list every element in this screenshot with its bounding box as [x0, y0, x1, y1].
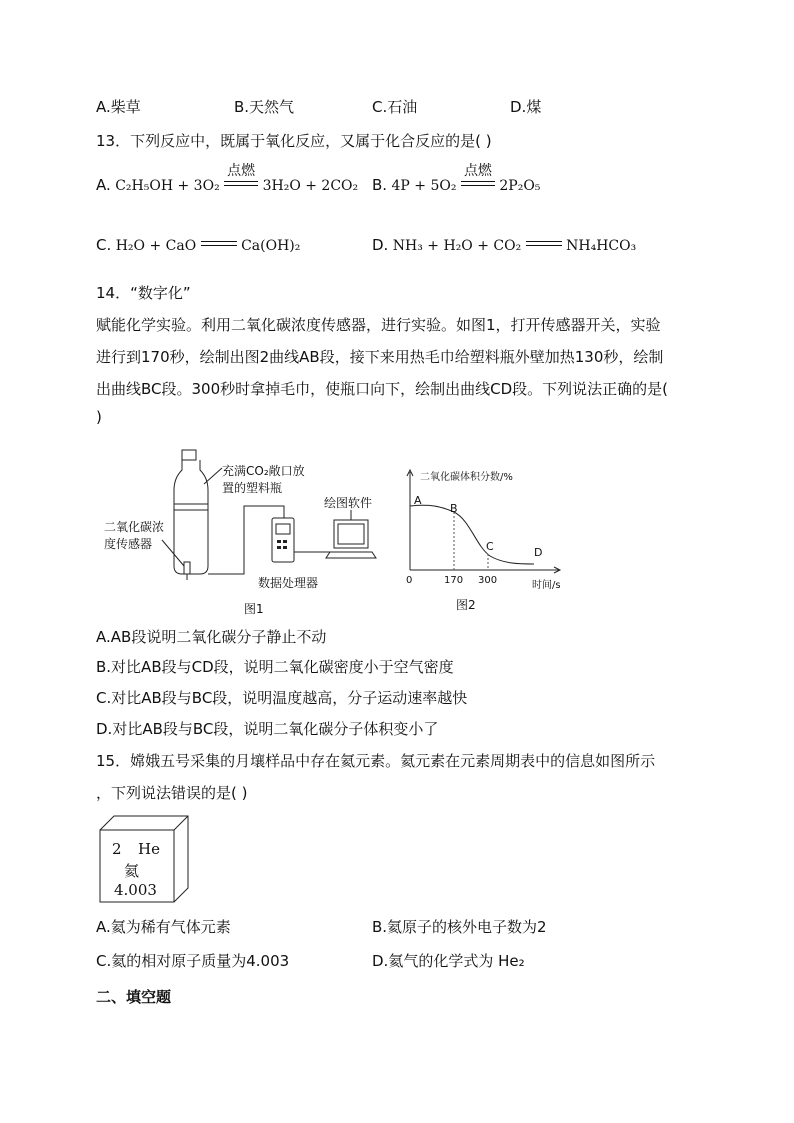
- fig2-point-d: D: [534, 546, 543, 559]
- q13-a-reactants: C₂H₅OH + 3O₂: [115, 178, 220, 194]
- fig2-tick-300: 300: [478, 575, 498, 586]
- q14-line-4: ): [96, 408, 102, 426]
- q13-option-a: [96, 163, 359, 194]
- q14-line-3: 出曲线BC段。300秒时拿掉毛巾，使瓶口向下，绘制出曲线CD段。下列说法正确的是(: [96, 380, 669, 398]
- q15-option-d: D.氦气的化学式为 He₂: [372, 952, 525, 970]
- q13-c-reactants: H₂O + CaO: [115, 238, 197, 254]
- q13-c-products: Ca(OH)₂: [241, 238, 301, 254]
- q13-d-reactants: NH₃ + H₂O + CO₂: [392, 238, 522, 254]
- q13-b-reactants: 4P + 5O₂: [391, 178, 457, 194]
- section-title: 二、填空题: [96, 988, 172, 1006]
- sensor-label-2: 度传感器: [104, 537, 153, 551]
- q14-line-1: 赋能化学实验。利用二氧化碳浓度传感器，进行实验。如图1，打开传感器开关，实验: [96, 316, 661, 334]
- q13-stem: 13．下列反应中，既属于氧化反应，又属于化合反应的是( ): [96, 132, 492, 150]
- q14-head: 14．“数字化”: [96, 284, 191, 302]
- fig2-ylabel: 二氧化碳体积分数/%: [420, 472, 513, 483]
- q13-a-condition: 点燃: [227, 163, 256, 179]
- plastic-bottle: [174, 450, 208, 574]
- bottle-label-1: 充满CO₂敞口放: [222, 464, 305, 478]
- q13-a-label: A.: [96, 176, 111, 194]
- element-mass: 4.003: [114, 881, 157, 899]
- equal-sign: [201, 239, 237, 249]
- q13-b-condition: 点燃: [463, 163, 492, 179]
- q14-line-2: 进行到170秒，绘制出图2曲线AB段，接下来用热毛巾给塑料瓶外壁加热130秒，绘制: [96, 348, 664, 366]
- fig2-xlabel: 时间/s: [532, 580, 561, 591]
- co2-sensor: [184, 562, 190, 574]
- q13-d-label: D.: [372, 236, 389, 254]
- sensor-label-1: 二氧化碳浓: [104, 520, 165, 534]
- element-number: 2: [112, 840, 122, 858]
- bottle-pointer: [204, 468, 222, 484]
- q12-option-c: C.石油: [372, 98, 418, 116]
- co2-curve: [410, 505, 534, 564]
- q12-option-b: B.天然气: [234, 98, 295, 116]
- q14-option-c: C.对比AB段与BC段，说明温度越高，分子运动速率越快: [96, 689, 468, 707]
- fig2-point-c: C: [486, 540, 494, 553]
- q13-b-label: B.: [372, 176, 388, 194]
- processor-label: 数据处理器: [258, 576, 319, 590]
- q13-option-c: [96, 236, 300, 254]
- fig2-tick-170: 170: [444, 575, 464, 586]
- equal-sign: [526, 239, 562, 249]
- q13-option-d: [372, 236, 636, 254]
- q15-line-1: 15．嫦娥五号采集的月壤样品中存在氦元素。氦元素在元素周期表中的信息如图所示: [96, 752, 656, 770]
- element-name: 氦: [124, 862, 140, 880]
- reaction-arrow: [224, 163, 258, 189]
- q13-d-products: NH₄HCO₃: [566, 238, 637, 254]
- figure-1-caption: 图1: [244, 602, 264, 616]
- q13-b-products: 2P₂O₅: [499, 178, 541, 194]
- q12-option-d: D.煤: [510, 98, 542, 116]
- computer-icon: [326, 520, 376, 558]
- q15-option-c: C.氦的相对原子质量为4.003: [96, 952, 290, 970]
- fig2-point-b: B: [450, 502, 458, 515]
- q13-a-products: 3H₂O + 2CO₂: [262, 178, 359, 194]
- q12-option-a: A.柴草: [96, 98, 141, 116]
- q15-option-a: A.氦为稀有气体元素: [96, 918, 231, 936]
- figure-2-caption: 图2: [456, 598, 476, 612]
- q13-option-b: [372, 163, 541, 194]
- reaction-arrow: [461, 163, 495, 189]
- fig2-point-a: A: [414, 494, 422, 507]
- bottle-label-2: 置的塑料瓶: [222, 481, 283, 495]
- software-label: 绘图软件: [324, 496, 373, 510]
- q15-line-2: ，下列说法错误的是( ): [96, 784, 248, 802]
- fig2-tick-0: 0: [406, 575, 413, 586]
- q14-option-d: D.对比AB段与BC段，说明二氧化碳分子体积变小了: [96, 720, 439, 738]
- sensor-pointer: [162, 540, 184, 566]
- q13-c-label: C.: [96, 236, 112, 254]
- element-symbol: He: [138, 840, 160, 858]
- q14-option-a: A.AB段说明二氧化碳分子静止不动: [96, 628, 327, 646]
- data-processor: [272, 518, 294, 562]
- q14-option-b: B.对比AB段与CD段，说明二氧化碳密度小于空气密度: [96, 658, 454, 676]
- q15-option-b: B.氦原子的核外电子数为2: [372, 918, 547, 936]
